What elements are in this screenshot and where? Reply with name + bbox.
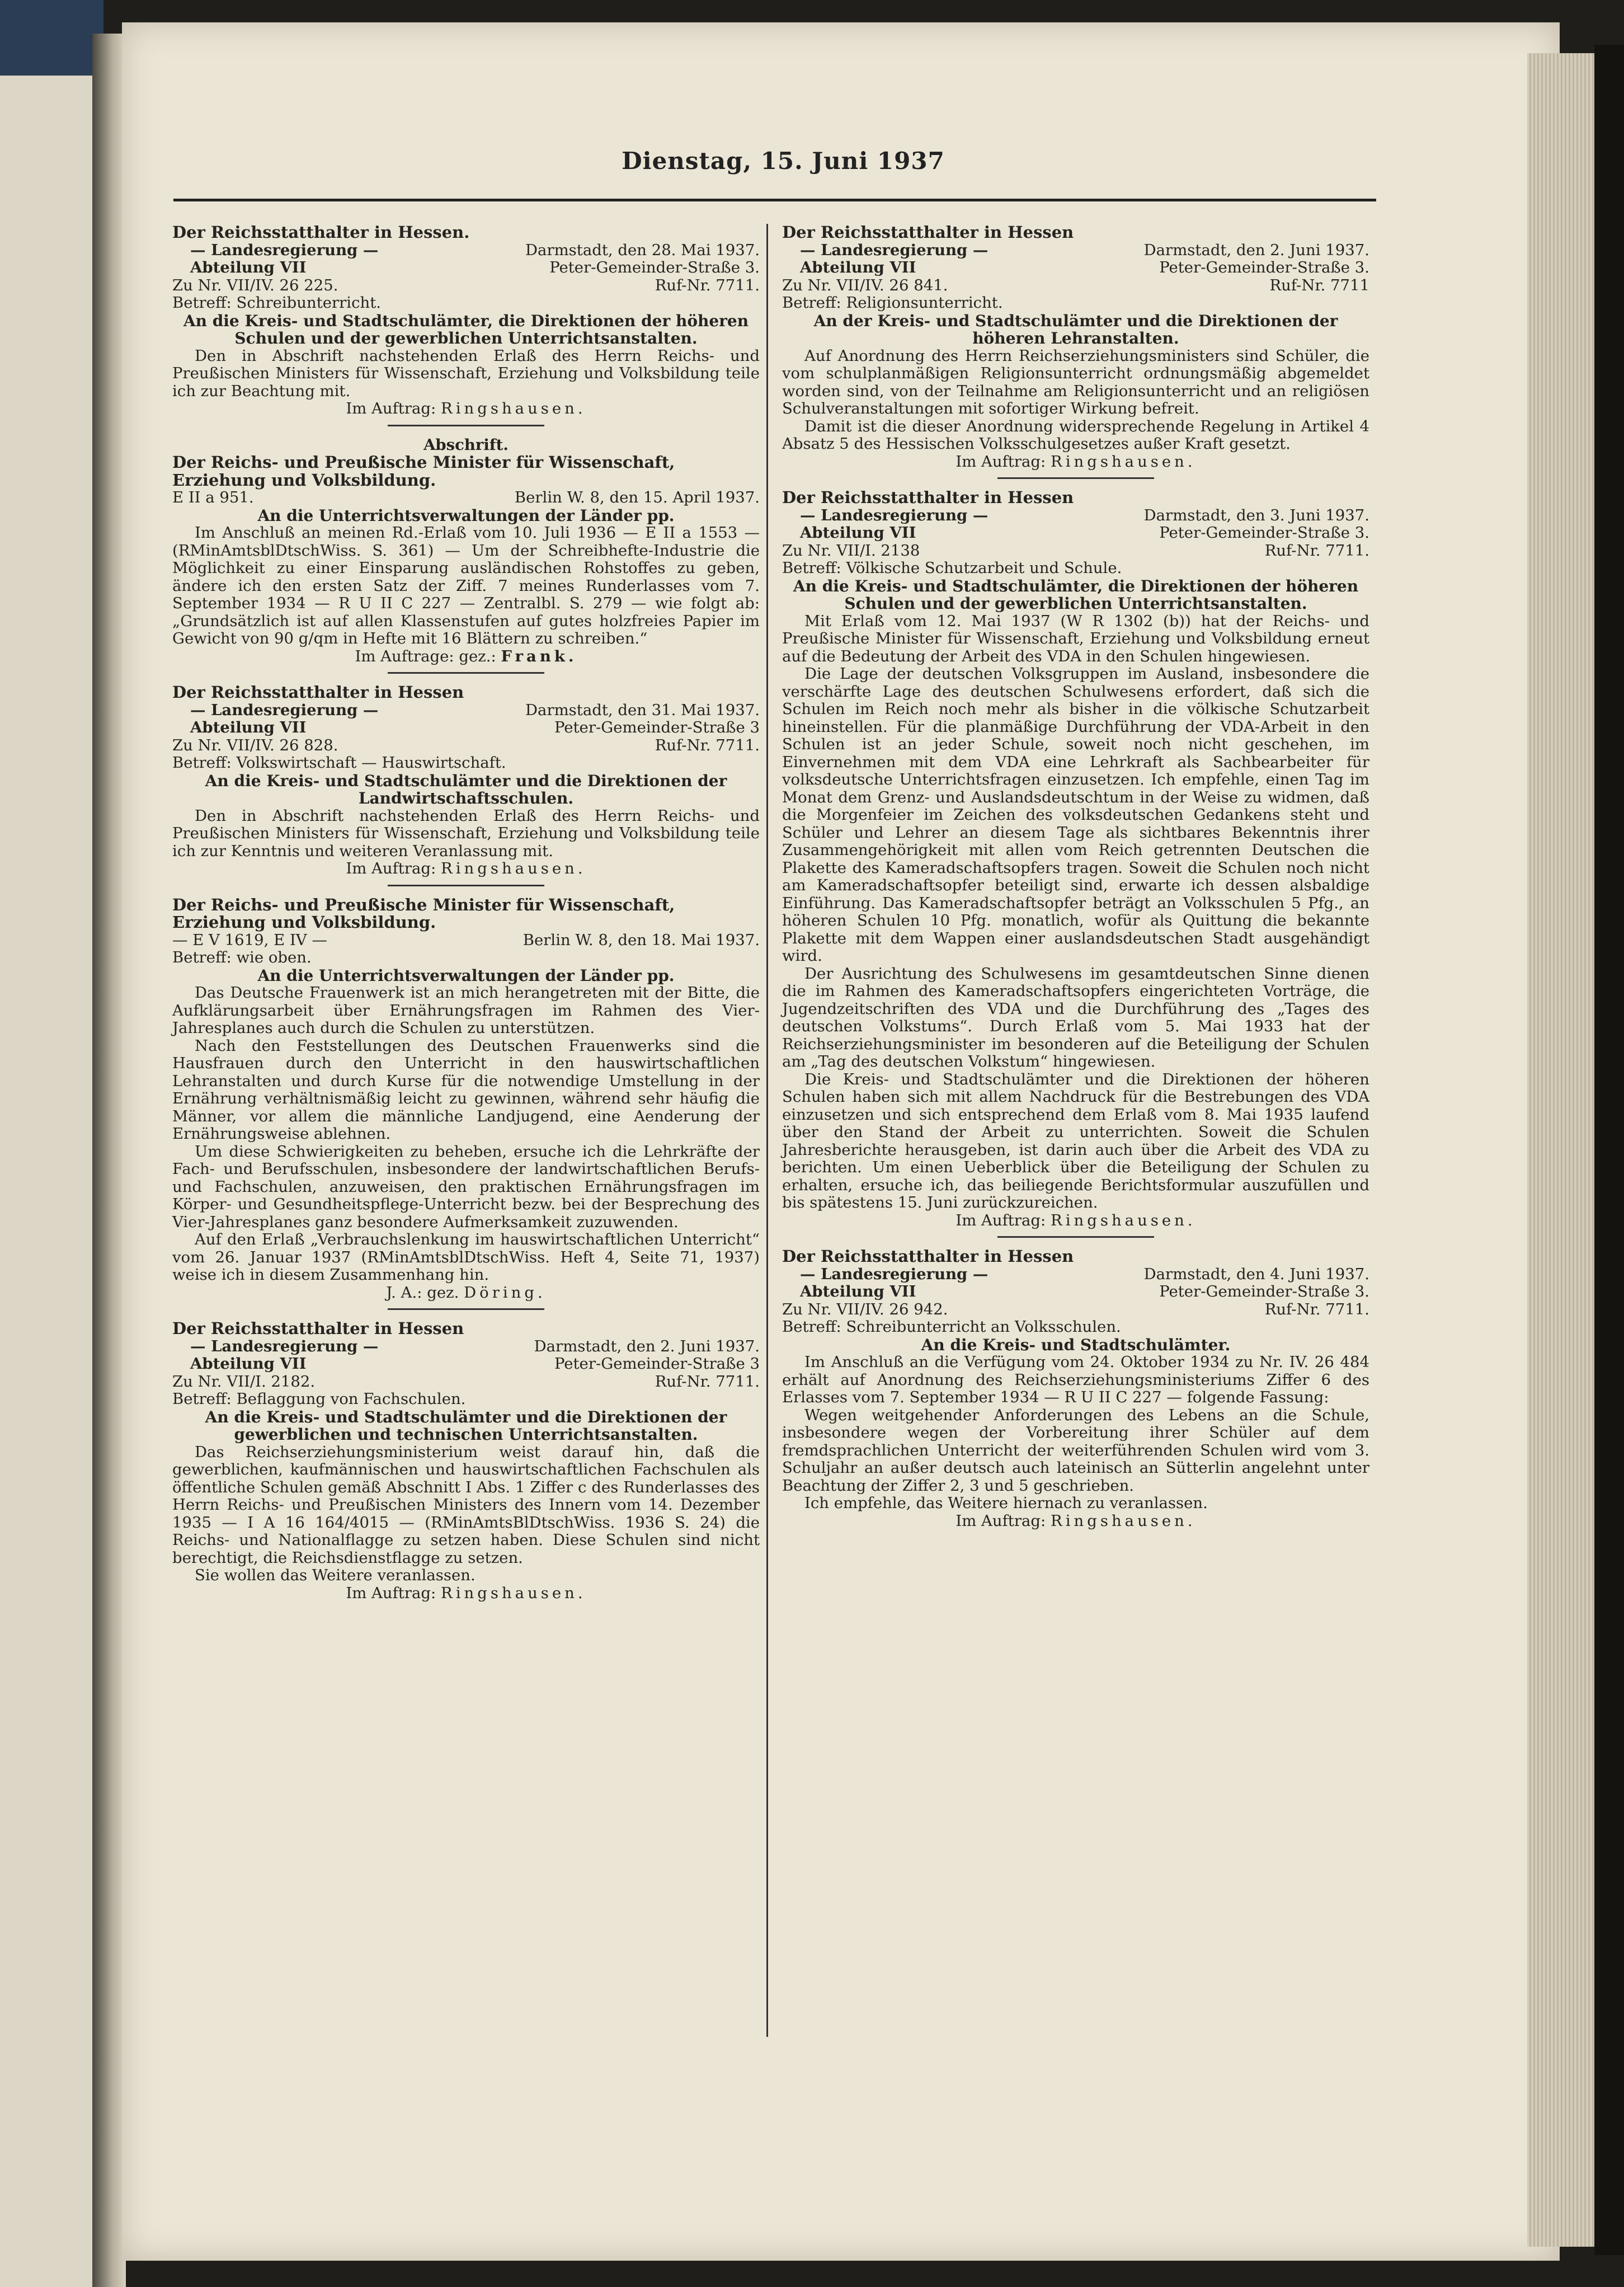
abteilung: Abteilung VII — [190, 259, 307, 276]
paragraph: Sie wollen das Weitere veranlassen. — [195, 1566, 476, 1584]
reference: Zu Nr. VII/I. 2182. — [172, 1372, 316, 1391]
separator — [388, 672, 544, 674]
separator — [997, 1236, 1154, 1238]
left-column — [172, 224, 760, 1602]
sign-label: J. A.: gez. — [386, 1283, 459, 1302]
paragraph: Nach den Feststellungen des Deutschen Frauenwerks sind die Hausfrauen durch den Unterricht in den hauswirtschaftlichen Lehranstalten und durch Kurse für die notwendige Umstellung in der Ernährung verhältnismäßig leicht zu gewinnen, während sehr häufig die Männer, vor allem die männliche Landjugend, eine Aenderung der Ernährungsweise ablehnen. — [172, 1036, 760, 1143]
decree-schreibunterricht — [172, 224, 760, 418]
issuer: Der Reichsstatthalter in Hessen — [782, 488, 1074, 507]
paragraph: Wegen weitgehender Anforderungen des Lebens an die Schule, insbesondere wegen der Vorbereitung ihrer Schüler auf dem fremdsprachlichen Unterricht der weiterführenden Schulen wird vom 3. Schuljahr an außer deutsch auch lateinisch an Sütterlin angelehnt unter Beachtung der Ziffer 2, 3 und 5 geschrieben. — [782, 1406, 1369, 1495]
department: — Landesregierung — — [800, 241, 988, 259]
street: Peter-Gemeinder-Straße 3. — [549, 259, 760, 276]
paragraph: Damit ist die dieser Anordnung widersprechende Regelung in Artikel 4 Absatz 5 des Hessischen Volksschulgesetzes außer Kraft gesetzt. — [782, 417, 1369, 453]
separator — [388, 1308, 544, 1310]
street: Peter-Gemeinder-Straße 3 — [554, 1355, 760, 1373]
addressee: An die Kreis- und Stadtschulämter und die Direktionen der gewerblichen und technischen Unterrichtsanstalten. — [205, 1407, 727, 1444]
reference: Zu Nr. VII/IV. 26 225. — [172, 276, 338, 294]
body: Den in Abschrift nachstehenden Erlaß des Herrn Reichs- und Preußischen Ministers für Wissenschaft, Erziehung und Volksbildung teile ich zur Beachtung mit. — [172, 346, 760, 400]
copy-label: Abschrift. — [423, 435, 509, 454]
subject: Betreff: Volkswirtschaft — Hauswirtschaft. — [172, 754, 506, 772]
phone: Ruf-Nr. 7711. — [1264, 1300, 1369, 1318]
abteilung: Abteilung VII — [800, 259, 916, 276]
place-date: Darmstadt, den 31. Mai 1937. — [525, 701, 760, 719]
sign-label: Im Auftrag: — [955, 1211, 1046, 1229]
reference: Zu Nr. VII/IV. 26 942. — [782, 1300, 948, 1318]
subject: Betreff: Völkische Schutzarbeit und Schule. — [782, 559, 1122, 577]
department: — Landesregierung — — [800, 506, 988, 524]
sign-label: Im Auftrag: — [955, 452, 1046, 471]
sign-name: Frank. — [501, 647, 577, 665]
place-date: Berlin W. 8, den 18. Mai 1937. — [522, 931, 760, 949]
header-rule — [173, 199, 1376, 201]
street: Peter-Gemeinder-Straße 3 — [554, 718, 760, 736]
place-date: Darmstadt, den 3. Juni 1937. — [1143, 506, 1369, 524]
adjacent-page — [0, 56, 95, 2287]
decree-schutzarbeit — [782, 489, 1369, 1229]
street: Peter-Gemeinder-Straße 3. — [1159, 524, 1369, 542]
paragraph: Der Ausrichtung des Schulwesens im gesamtdeutschen Sinne dienen die im Rahmen des Kameradschaftsopfers eingerichteten Vorträge, die Jugendzeitschriften des VDA und die Durchführung des „Tages des deutschen Volkstums“. Durch Erlaß vom 5. Mai 1933 hat der Reichserziehungsminister im besonderen auf die Beteiligung der Schulen am „Tag des deutschen Volkstum“ hingewiesen. — [782, 964, 1369, 1070]
addressee: An die Unterrichtsverwaltungen der Länder pp. — [257, 506, 675, 525]
header-date: Dienstag, 15. Juni 1937 — [622, 147, 945, 175]
right-column — [782, 224, 1369, 1530]
sign-name: Döring. — [464, 1283, 546, 1302]
sign-name: Ringshausen. — [1051, 1511, 1196, 1530]
issuer: Der Reichsstatthalter in Hessen — [782, 1247, 1074, 1266]
reference: E II a 951. — [172, 489, 254, 506]
subject: Betreff: Schreibunterricht. — [172, 294, 382, 312]
street: Peter-Gemeinder-Straße 3. — [1159, 259, 1369, 276]
paragraph: Mit Erlaß vom 12. Mai 1937 (W R 1302 (b)) hat der Reichs- und Preußische Minister für Wissenschaft, Erziehung und Volksbildung erneut auf die Bedeutung der Arbeit des VDA in den Schulen hingewiesen. — [782, 612, 1369, 665]
phone: Ruf-Nr. 7711. — [655, 736, 760, 754]
paragraph: Die Lage der deutschen Volksgruppen im Ausland, insbesondere die verschärfte Lage des deutschen Schulwesens erfordert, daß sich die Schulen im Reich noch mehr als bisher in die völkische Schutzarbeit hineinstellen. Für die planmäßige Durchführung der VDA-Arbeit in den Schulen ist an jeder Schule, soweit noch nicht geschehen, im Einvernehmen mit dem VDA eine Lehrkraft als Sachbearbeiter für volksdeutsche Unterrichtsfragen einzusetzen. Ich empfehle, einen Tag im Monat dem Grenz- und Auslandsdeutschtum in der Weise zu widmen, daß die Morgenfeier im Zeichen des volksdeutschen Gedankens steht und Schüler und Lehrer an diesem Tage als sichtbares Bekenntnis ihrer Zusammengehörigkeit mit allen vom Reich getrennten Deutschen die Plakette des Kameradschaftsopfers tragen. Soweit die Schulen noch nicht am Kameradschaftsopfer beteiligt sind, erwarte ich dessen alsbaldige Einführung. Das Kameradschaftsopfer beträgt an Volksschulen 5 Pfg., an höheren Schulen 10 Pfg. monatlich, wofür als Quittung die bekannte Plakette mit dem Wappen einer auslandsdeutschen Stadt ausgehändigt wird. — [782, 665, 1369, 965]
column-rule — [766, 224, 768, 2037]
paragraph: Auf den Erlaß „Verbrauchslenkung im hauswirtschaftlichen Unterricht“ vom 26. Januar 1937 (RMinAmtsblDtschWiss. Heft 4, Seite 71, 1937) weise ich in diesem Zusammenhang hin. — [172, 1231, 760, 1284]
reference: Zu Nr. VII/IV. 26 841. — [782, 276, 948, 294]
paragraph: Das Deutsche Frauenwerk ist an mich herangetreten mit der Bitte, die Aufklärungsarbeit über Ernährungsfragen im Rahmen des Vier-Jahresplanes auch durch die Schulen zu unterstützen. — [172, 984, 760, 1037]
body: Im Anschluß an meinen Rd.-Erlaß vom 10. Juli 1936 — E II a 1553 — (RMinAmtsblDtschWiss. S. 361) — Um der Schreibhefte-Industrie die Möglichkeit zu einer Einsparung ausländischen Rohstoffes zu geben, ändere ich den ersten Satz der Ziff. 7 meines Runderlasses vom 7. September 1934 — R U II C 227 — Zentralbl. S. 279 — wie folgt ab: „Grundsätzlich ist auf allen Klassenstufen auf gutes holzfreies Papier im Gewicht von 90 g/qm in Hefte mit 16 Blättern zu schreiben.“ — [172, 524, 760, 647]
sign-name: Ringshausen. — [1051, 452, 1196, 471]
subject: Betreff: wie oben. — [172, 948, 312, 966]
phone: Ruf-Nr. 7711 — [1269, 276, 1369, 294]
department: — Landesregierung — — [190, 701, 379, 719]
phone: Ruf-Nr. 7711. — [1264, 541, 1369, 560]
issuer: Der Reichs- und Preußische Minister für Wissenschaft, Erziehung und Volksbildung. — [172, 895, 675, 932]
sign-name: Ringshausen. — [441, 860, 586, 877]
sign-label: Im Auftrag: — [346, 400, 436, 417]
sign-name: Ringshausen. — [441, 400, 586, 417]
abteilung: Abteilung VII — [800, 1283, 916, 1300]
decree-abschrift-papier — [172, 436, 760, 666]
sign-label: Im Auftrage: gez.: — [355, 647, 496, 665]
decree-hauswirtschaft — [172, 684, 760, 878]
reference: Zu Nr. VII/I. 2138 — [782, 541, 920, 560]
decree-religionsunterricht — [782, 224, 1369, 471]
phone: Ruf-Nr. 7711. — [655, 276, 760, 294]
reference: — E V 1619, E IV — — [172, 931, 327, 949]
page-header — [190, 147, 1376, 186]
abteilung: Abteilung VII — [190, 1355, 307, 1373]
sign-label: Im Auftrag: — [346, 1584, 436, 1602]
separator — [997, 477, 1154, 479]
binding-cover — [0, 0, 103, 76]
department: — Landesregierung — — [190, 1337, 379, 1355]
paragraph: Das Reichserziehungsministerium weist darauf hin, daß die gewerblichen, kaufmännischen und hauswirtschaftlichen Fachschulen als öffentliche Schulen gemäß Abschnitt I Abs. 1 Ziffer c des Runderlasses des Herrn Reichs- und Preußischen Ministers des Innern vom 14. Dezember 1935 — I A 16 164/4015 — (RMinAmtsBlDtschWiss. 1936 S. 24) die Reichs- und Nationalflagge zu setzen haben. Diese Schulen sind nicht berechtigt, die Reichsdienstflagge zu setzen. — [172, 1443, 760, 1567]
sign-name: Ringshausen. — [1051, 1211, 1196, 1229]
place-date: Darmstadt, den 2. Juni 1937. — [1143, 241, 1369, 259]
addressee: An die Kreis- und Stadtschulämter, die Direktionen der höheren Schulen und der gewerblichen Unterrichtsanstalten. — [793, 576, 1359, 613]
body: Den in Abschrift nachstehenden Erlaß des Herrn Reichs- und Preußischen Ministers für Wissenschaft, Erziehung und Volksbildung teile ich zur Kenntnis und weiteren Veranlassung mit. — [172, 806, 760, 860]
issuer: Der Reichs- und Preußische Minister für Wissenschaft, Erziehung und Volksbildung. — [172, 453, 675, 490]
place-date: Darmstadt, den 28. Mai 1937. — [525, 241, 760, 259]
page-edges — [1527, 53, 1600, 2247]
addressee: An die Kreis- und Stadtschulämter. — [921, 1335, 1231, 1354]
addressee: An die Unterrichtsverwaltungen der Länder pp. — [257, 966, 675, 985]
decree-ernaehrung — [172, 896, 760, 1302]
street: Peter-Gemeinder-Straße 3. — [1159, 1283, 1369, 1300]
issuer: Der Reichsstatthalter in Hessen — [172, 1319, 464, 1338]
phone: Ruf-Nr. 7711. — [655, 1372, 760, 1391]
place-date: Berlin W. 8, den 15. April 1937. — [514, 489, 760, 506]
book-gutter — [92, 34, 126, 2287]
paragraph: Die Kreis- und Stadtschulämter und die Direktionen der höheren Schulen haben sich mit allem Nachdruck für die Bestrebungen des VDA einzusetzen und sich entsprechend dem Erlaß vom 8. Mai 1935 laufend über den Stand der Arbeit zu unterrichten. Soweit die Schulen Jahresberichte herausgeben, ist darin auch über die Arbeit des VDA zu berichten. Um einen Ueberblick über die Beteiligung der Schulen zu erhalten, ersuche ich, das beiliegende Berichtsformular auszufüllen und bis spätestens 15. Juni zurückzureichen. — [782, 1070, 1369, 1211]
place-date: Darmstadt, den 2. Juni 1937. — [534, 1337, 760, 1355]
paragraph: Im Anschluß an die Verfügung vom 24. Oktober 1934 zu Nr. IV. 26 484 erhält auf Anordnung des Reichserziehungsministeriums Ziffer 6 des Erlasses vom 7. September 1934 — R U II C 227 — folgende Fassung: — [782, 1353, 1369, 1406]
reference: Zu Nr. VII/IV. 26 828. — [172, 736, 338, 754]
sign-label: Im Auftrag: — [955, 1511, 1046, 1530]
abteilung: Abteilung VII — [190, 718, 307, 736]
addressee: An der Kreis- und Stadtschulämter und die Direktionen der höheren Lehranstalten. — [813, 311, 1338, 347]
decree-schreibunterricht-volksschulen — [782, 1248, 1369, 1530]
abteilung: Abteilung VII — [800, 524, 916, 542]
background-shadow — [1594, 45, 1624, 2255]
subject: Betreff: Schreibunterricht an Volksschulen. — [782, 1318, 1121, 1336]
separator — [388, 885, 544, 886]
addressee: An die Kreis- und Stadtschulämter und die Direktionen der Landwirtschaftsschulen. — [205, 771, 727, 807]
subject: Betreff: Beflaggung von Fachschulen. — [172, 1390, 466, 1408]
subject: Betreff: Religionsunterricht. — [782, 294, 1003, 312]
separator — [388, 425, 544, 426]
department: — Landesregierung — — [190, 241, 379, 259]
issuer: Der Reichsstatthalter in Hessen — [172, 683, 464, 702]
paragraph: Ich empfehle, das Weitere hiernach zu veranlassen. — [804, 1494, 1208, 1512]
paragraph: Auf Anordnung des Herrn Reichserziehungsministers sind Schüler, die vom schulplanmäßigen Religionsunterricht ordnungsmäßig abgemeldet worden sind, von der Teilnahme am Religionsunterricht und an religiösen Schulveranstaltungen mit sofortiger Wirkung befreit. — [782, 346, 1369, 417]
issuer: Der Reichsstatthalter in Hessen — [782, 223, 1074, 242]
department: — Landesregierung — — [800, 1265, 988, 1283]
issuer: Der Reichsstatthalter in Hessen. — [172, 223, 470, 242]
sign-label: Im Auftrag: — [346, 860, 436, 877]
paragraph: Um diese Schwierigkeiten zu beheben, ersuche ich die Lehrkräfte der Fach- und Berufsschulen, insbesondere der landwirtschaftlichen Berufs- und Fachschulen, anzuweisen, den praktischen Ernährungsfragen im Körper- und Gesundheitspflege-Unterricht bezw. bei der Besprechung des Vier-Jahresplanes ganz besondere Aufmerksamkeit zuzuwenden. — [172, 1142, 760, 1231]
place-date: Darmstadt, den 4. Juni 1937. — [1143, 1265, 1369, 1283]
addressee: An die Kreis- und Stadtschulämter, die Direktionen der höheren Schulen und der gewerblichen Unterrichtsanstalten. — [183, 311, 749, 347]
sign-name: Ringshausen. — [441, 1584, 586, 1602]
decree-beflaggung — [172, 1320, 760, 1602]
